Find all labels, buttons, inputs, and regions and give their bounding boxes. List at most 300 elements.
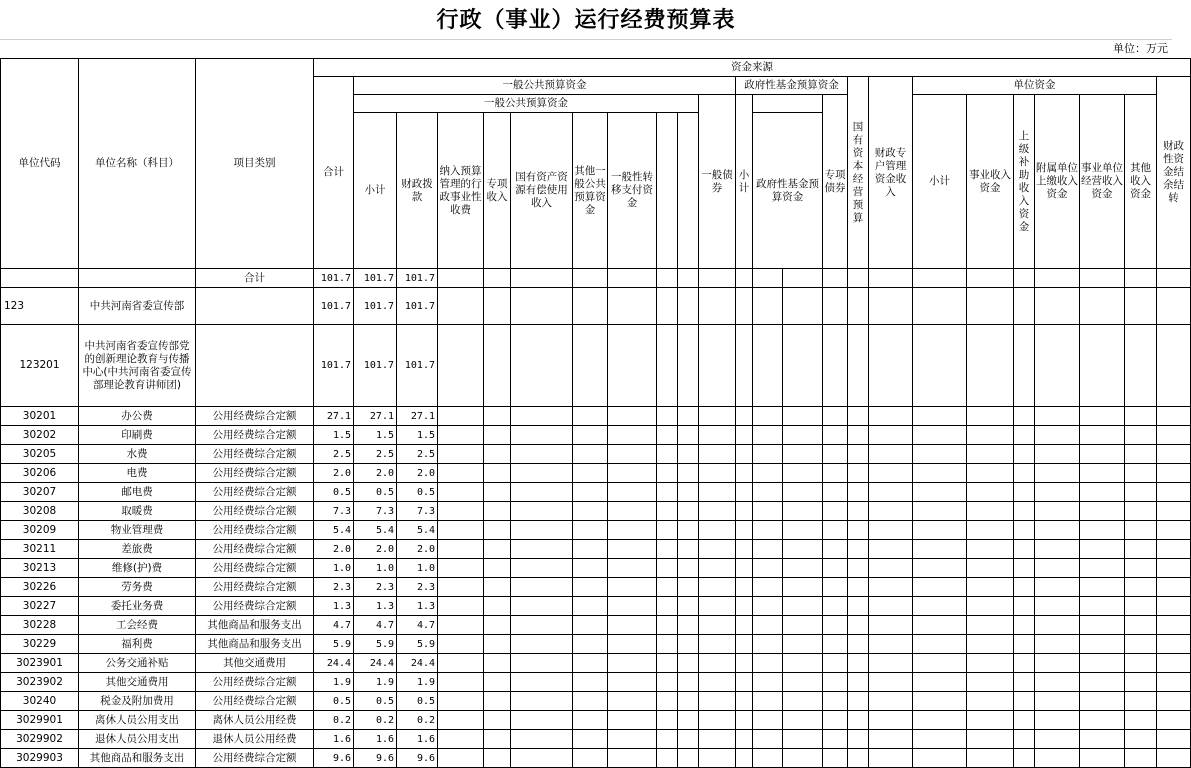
cell-empty: [1080, 654, 1125, 673]
header-fiscal-carryover: 财政性资金结余结转: [1157, 77, 1191, 269]
cell-empty: [783, 325, 823, 407]
cell-empty: [967, 325, 1014, 407]
cell-empty: [1080, 426, 1125, 445]
cell-empty: [783, 711, 823, 730]
table-row: [1, 635, 1191, 654]
summary-row: [1, 269, 1191, 288]
cell-empty: [823, 540, 848, 559]
cell-empty: [1014, 502, 1035, 521]
cell-empty: [848, 673, 869, 692]
table-row: [1, 483, 1191, 502]
cell-empty: [657, 288, 678, 325]
cell-total: 2.0: [314, 540, 354, 559]
cell-empty: [967, 426, 1014, 445]
cell-empty: [736, 521, 753, 540]
cell-empty: [848, 540, 869, 559]
cell-empty: [678, 597, 699, 616]
cell-empty: [869, 521, 913, 540]
cell-empty: [913, 578, 967, 597]
cell-empty: [1125, 502, 1157, 521]
cell-empty: [736, 578, 753, 597]
cell-fiscal: 101.7: [397, 325, 438, 407]
cell-fiscal: 1.6: [397, 730, 438, 749]
cell-total: 1.5: [314, 426, 354, 445]
header-unit-funds: 单位资金: [913, 77, 1157, 95]
cell-empty: [783, 445, 823, 464]
cell-empty: [913, 426, 967, 445]
cell-subtotal: 1.9: [354, 673, 397, 692]
cell-empty: [1014, 616, 1035, 635]
cell-empty: [438, 464, 484, 483]
cell-empty: [511, 521, 573, 540]
cell-empty: [699, 464, 736, 483]
cell-empty: [699, 654, 736, 673]
cell-empty: [823, 426, 848, 445]
cell-empty: [967, 464, 1014, 483]
cell-subtotal: 2.0: [354, 540, 397, 559]
cell-name: 公务交通补贴: [79, 654, 196, 673]
cell-empty: [511, 540, 573, 559]
cell-empty: [511, 749, 573, 768]
table-row: [1, 692, 1191, 711]
cell-empty: [511, 692, 573, 711]
cell-empty: [913, 654, 967, 673]
cell-type: 公用经费综合定额: [196, 407, 314, 426]
cell-empty: [678, 578, 699, 597]
cell-empty: [913, 502, 967, 521]
cell-empty: [783, 269, 823, 288]
cell-empty: [678, 711, 699, 730]
cell-name: 委托业务费: [79, 597, 196, 616]
table-row: [1, 673, 1191, 692]
cell-empty: [823, 730, 848, 749]
cell-fiscal: 1.5: [397, 426, 438, 445]
table-row: [1, 540, 1191, 559]
cell-empty: [678, 635, 699, 654]
cell-name: 离休人员公用支出: [79, 711, 196, 730]
cell-empty: [1125, 597, 1157, 616]
cell-empty: [869, 288, 913, 325]
cell-empty: [573, 635, 608, 654]
cell-empty: [438, 540, 484, 559]
cell-empty: [913, 407, 967, 426]
cell-empty: [869, 407, 913, 426]
cell-empty: [783, 692, 823, 711]
cell-empty: [484, 445, 511, 464]
cell-empty: [1125, 654, 1157, 673]
cell-empty: [1125, 635, 1157, 654]
cell-empty: [967, 616, 1014, 635]
header-other-general-budget: 其他一般公共预算资金: [573, 113, 608, 269]
cell-empty: [657, 635, 678, 654]
cell-empty: [736, 711, 753, 730]
cell-empty: [511, 445, 573, 464]
cell-empty: [913, 597, 967, 616]
table-row: [1, 464, 1191, 483]
cell-empty: [736, 597, 753, 616]
cell-empty: [736, 426, 753, 445]
cell-empty: [484, 269, 511, 288]
cell-subtotal: 0.5: [354, 483, 397, 502]
cell-empty: [484, 749, 511, 768]
cell-empty: [783, 288, 823, 325]
cell-name: 中共河南省委宣传部党的创新理论教育与传播中心(中共河南省委宣传部理论教育讲师团): [79, 325, 196, 407]
cell-empty: [783, 426, 823, 445]
cell-empty: [1035, 597, 1080, 616]
cell-empty: [438, 288, 484, 325]
cell-empty: [573, 483, 608, 502]
cell-empty: [608, 540, 657, 559]
cell-empty: [753, 692, 783, 711]
cell-empty: [967, 749, 1014, 768]
cell-empty: [736, 407, 753, 426]
cell-empty: [699, 521, 736, 540]
cell-fiscal: 101.7: [397, 288, 438, 325]
cell-empty: [678, 521, 699, 540]
cell-type: 公用经费综合定额: [196, 578, 314, 597]
cell-empty: [1014, 559, 1035, 578]
table-row: [1, 654, 1191, 673]
cell-empty: [608, 730, 657, 749]
cell-empty: [869, 325, 913, 407]
cell-subtotal: 27.1: [354, 407, 397, 426]
cell-empty: [1125, 578, 1157, 597]
cell-empty: [967, 597, 1014, 616]
cell-empty: [484, 616, 511, 635]
cell-empty: [699, 730, 736, 749]
cell-empty: [573, 502, 608, 521]
cell-empty: [511, 597, 573, 616]
cell-empty: [484, 635, 511, 654]
cell-fiscal: 2.5: [397, 445, 438, 464]
cell-total: 2.0: [314, 464, 354, 483]
cell-empty: [823, 616, 848, 635]
cell-empty: [736, 483, 753, 502]
cell-empty: [657, 597, 678, 616]
cell-empty: [608, 616, 657, 635]
cell-empty: [869, 578, 913, 597]
cell-name: 差旅费: [79, 540, 196, 559]
header-gov-fund-budget-inner: 政府性基金预算资金: [753, 113, 823, 269]
cell-empty: [484, 711, 511, 730]
cell-empty: [1080, 540, 1125, 559]
summary-row: [1, 288, 1191, 325]
cell-empty: [1080, 730, 1125, 749]
cell-empty: [823, 407, 848, 426]
cell-empty: [573, 711, 608, 730]
page-title: 行政（事业）运行经费预算表: [436, 7, 736, 33]
cell-empty: [438, 521, 484, 540]
cell-name: [79, 269, 196, 288]
cell-empty: [608, 692, 657, 711]
cell-empty: [1080, 325, 1125, 407]
cell-total: 1.3: [314, 597, 354, 616]
cell-empty: [913, 521, 967, 540]
cell-empty: [967, 635, 1014, 654]
cell-empty: [1080, 521, 1125, 540]
cell-empty: [1080, 407, 1125, 426]
cell-empty: [438, 269, 484, 288]
cell-empty: [753, 464, 783, 483]
cell-empty: [848, 445, 869, 464]
cell-fiscal: 0.2: [397, 711, 438, 730]
cell-empty: [573, 521, 608, 540]
cell-subtotal: 2.5: [354, 445, 397, 464]
cell-empty: [783, 654, 823, 673]
cell-fiscal: 2.0: [397, 464, 438, 483]
cell-empty: [869, 559, 913, 578]
cell-empty: [608, 597, 657, 616]
cell-empty: [438, 407, 484, 426]
cell-empty: [573, 692, 608, 711]
cell-empty: [913, 711, 967, 730]
cell-empty: [736, 502, 753, 521]
cell-empty: [1125, 730, 1157, 749]
cell-empty: [484, 325, 511, 407]
cell-empty: [1157, 288, 1191, 325]
cell-empty: [608, 426, 657, 445]
cell-empty: [869, 269, 913, 288]
table-row: [1, 559, 1191, 578]
cell-type: 公用经费综合定额: [196, 540, 314, 559]
cell-empty: [657, 483, 678, 502]
cell-empty: [753, 540, 783, 559]
cell-fiscal: 1.0: [397, 559, 438, 578]
summary-row: [1, 325, 1191, 407]
cell-empty: [1157, 578, 1191, 597]
cell-empty: [753, 483, 783, 502]
cell-empty: [608, 521, 657, 540]
cell-empty: [678, 483, 699, 502]
cell-type: 公用经费综合定额: [196, 692, 314, 711]
cell-empty: [1157, 426, 1191, 445]
cell-empty: [753, 269, 783, 288]
cell-empty: [783, 464, 823, 483]
cell-code: 3029901: [1, 711, 79, 730]
cell-empty: [967, 540, 1014, 559]
cell-empty: [753, 673, 783, 692]
cell-name: 维修(护)费: [79, 559, 196, 578]
header-general-transfer: 一般性转移支付资金: [608, 113, 657, 269]
cell-empty: [573, 654, 608, 673]
cell-empty: [1035, 483, 1080, 502]
cell-empty: [1157, 464, 1191, 483]
unit-label: 单位：万元: [1113, 42, 1168, 55]
cell-subtotal: 0.2: [354, 711, 397, 730]
cell-empty: [783, 749, 823, 768]
cell-name: 退休人员公用支出: [79, 730, 196, 749]
cell-empty: [1014, 269, 1035, 288]
cell-empty: [848, 597, 869, 616]
cell-code: 30205: [1, 445, 79, 464]
cell-type: 离休人员公用经费: [196, 711, 314, 730]
cell-empty: [438, 730, 484, 749]
cell-empty: [1125, 673, 1157, 692]
header-admin-fee-income: 纳入预算管理的行政事业性收费: [438, 113, 484, 269]
cell-empty: [657, 692, 678, 711]
cell-empty: [657, 269, 678, 288]
cell-empty: [736, 464, 753, 483]
cell-total: 101.7: [314, 325, 354, 407]
cell-empty: [869, 483, 913, 502]
cell-empty: [913, 673, 967, 692]
cell-subtotal: 101.7: [354, 288, 397, 325]
cell-empty: [913, 749, 967, 768]
cell-fiscal: 2.0: [397, 540, 438, 559]
cell-empty: [1157, 711, 1191, 730]
cell-empty: [484, 730, 511, 749]
cell-empty: [1035, 288, 1080, 325]
cell-empty: [783, 616, 823, 635]
cell-empty: [1014, 597, 1035, 616]
cell-empty: [1035, 578, 1080, 597]
cell-empty: [783, 730, 823, 749]
header-state-asset-income: 国有资产资源有偿使用收入: [511, 113, 573, 269]
cell-empty: [1014, 426, 1035, 445]
cell-empty: [573, 325, 608, 407]
cell-empty: [511, 502, 573, 521]
cell-empty: [913, 635, 967, 654]
cell-empty: [1157, 502, 1191, 521]
cell-total: 4.7: [314, 616, 354, 635]
cell-empty: [736, 616, 753, 635]
cell-empty: [823, 749, 848, 768]
header-gov-fund-budget: 政府性基金预算资金: [736, 77, 848, 95]
cell-subtotal: 2.0: [354, 464, 397, 483]
cell-empty: [678, 692, 699, 711]
cell-empty: [573, 730, 608, 749]
cell-empty: [484, 578, 511, 597]
cell-code: 30213: [1, 559, 79, 578]
header-item-type: 项目类别: [196, 59, 314, 269]
cell-empty: [967, 407, 1014, 426]
cell-empty: [848, 502, 869, 521]
cell-empty: [484, 521, 511, 540]
cell-total: 0.2: [314, 711, 354, 730]
cell-code: 30209: [1, 521, 79, 540]
cell-empty: [678, 749, 699, 768]
cell-subtotal: 101.7: [354, 269, 397, 288]
cell-empty: [699, 711, 736, 730]
cell-empty: [823, 559, 848, 578]
cell-empty: [967, 578, 1014, 597]
cell-empty: [573, 288, 608, 325]
cell-empty: [967, 288, 1014, 325]
cell-empty: [1157, 407, 1191, 426]
table-row: [1, 730, 1191, 749]
cell-type: 公用经费综合定额: [196, 502, 314, 521]
cell-subtotal: 9.6: [354, 749, 397, 768]
cell-code: 30208: [1, 502, 79, 521]
cell-total: 9.6: [314, 749, 354, 768]
cell-empty: [913, 559, 967, 578]
cell-empty: [869, 749, 913, 768]
cell-fiscal: 0.5: [397, 483, 438, 502]
cell-empty: [967, 711, 1014, 730]
cell-empty: [1125, 711, 1157, 730]
header-unit-name: 单位名称（科目）: [79, 59, 196, 269]
cell-type: 公用经费综合定额: [196, 483, 314, 502]
cell-empty: [848, 692, 869, 711]
cell-total: 101.7: [314, 269, 354, 288]
cell-empty: [1035, 325, 1080, 407]
cell-empty: [678, 502, 699, 521]
cell-empty: [823, 692, 848, 711]
cell-empty: [699, 483, 736, 502]
budget-table: [0, 58, 1191, 768]
cell-empty: [869, 635, 913, 654]
cell-empty: [1014, 407, 1035, 426]
cell-empty: [753, 521, 783, 540]
cell-empty: [783, 635, 823, 654]
cell-total: 7.3: [314, 502, 354, 521]
cell-empty: [573, 616, 608, 635]
header-general-public-budget: 一般公共预算资金: [354, 77, 736, 95]
cell-empty: [1035, 711, 1080, 730]
cell-name: 中共河南省委宣传部: [79, 288, 196, 325]
cell-empty: [484, 540, 511, 559]
cell-code: 30211: [1, 540, 79, 559]
header-state-capital-budget: 国有资本经营预算: [848, 77, 869, 269]
cell-empty: [699, 426, 736, 445]
cell-empty: [783, 521, 823, 540]
cell-empty: [823, 325, 848, 407]
cell-subtotal: 0.5: [354, 692, 397, 711]
cell-empty: [608, 407, 657, 426]
cell-name: 税金及附加费用: [79, 692, 196, 711]
table-row: [1, 445, 1191, 464]
cell-empty: [484, 426, 511, 445]
cell-empty: [699, 597, 736, 616]
cell-empty: [753, 578, 783, 597]
cell-empty: [699, 635, 736, 654]
cell-empty: [823, 654, 848, 673]
cell-empty: [608, 269, 657, 288]
cell-empty: [736, 559, 753, 578]
cell-empty: [783, 407, 823, 426]
cell-empty: [511, 635, 573, 654]
cell-empty: [848, 288, 869, 325]
table-row: [1, 597, 1191, 616]
cell-name: 邮电费: [79, 483, 196, 502]
cell-empty: [1014, 464, 1035, 483]
cell-empty: [657, 521, 678, 540]
cell-empty: [736, 673, 753, 692]
cell-code: 30201: [1, 407, 79, 426]
cell-empty: [869, 616, 913, 635]
cell-empty: [1080, 559, 1125, 578]
cell-empty: [1157, 521, 1191, 540]
cell-empty: [967, 673, 1014, 692]
cell-type: 公用经费综合定额: [196, 749, 314, 768]
header-subtotal: 小计: [354, 113, 397, 269]
cell-empty: [869, 464, 913, 483]
cell-empty: [573, 673, 608, 692]
cell-empty: [699, 673, 736, 692]
cell-empty: [1125, 464, 1157, 483]
cell-empty: [657, 654, 678, 673]
cell-empty: [1014, 673, 1035, 692]
cell-empty: [608, 483, 657, 502]
cell-empty: [848, 578, 869, 597]
cell-empty: [1125, 616, 1157, 635]
cell-empty: [1035, 730, 1080, 749]
cell-empty: [657, 578, 678, 597]
cell-empty: [678, 325, 699, 407]
cell-empty: [1080, 269, 1125, 288]
cell-empty: [484, 559, 511, 578]
cell-empty: [783, 559, 823, 578]
